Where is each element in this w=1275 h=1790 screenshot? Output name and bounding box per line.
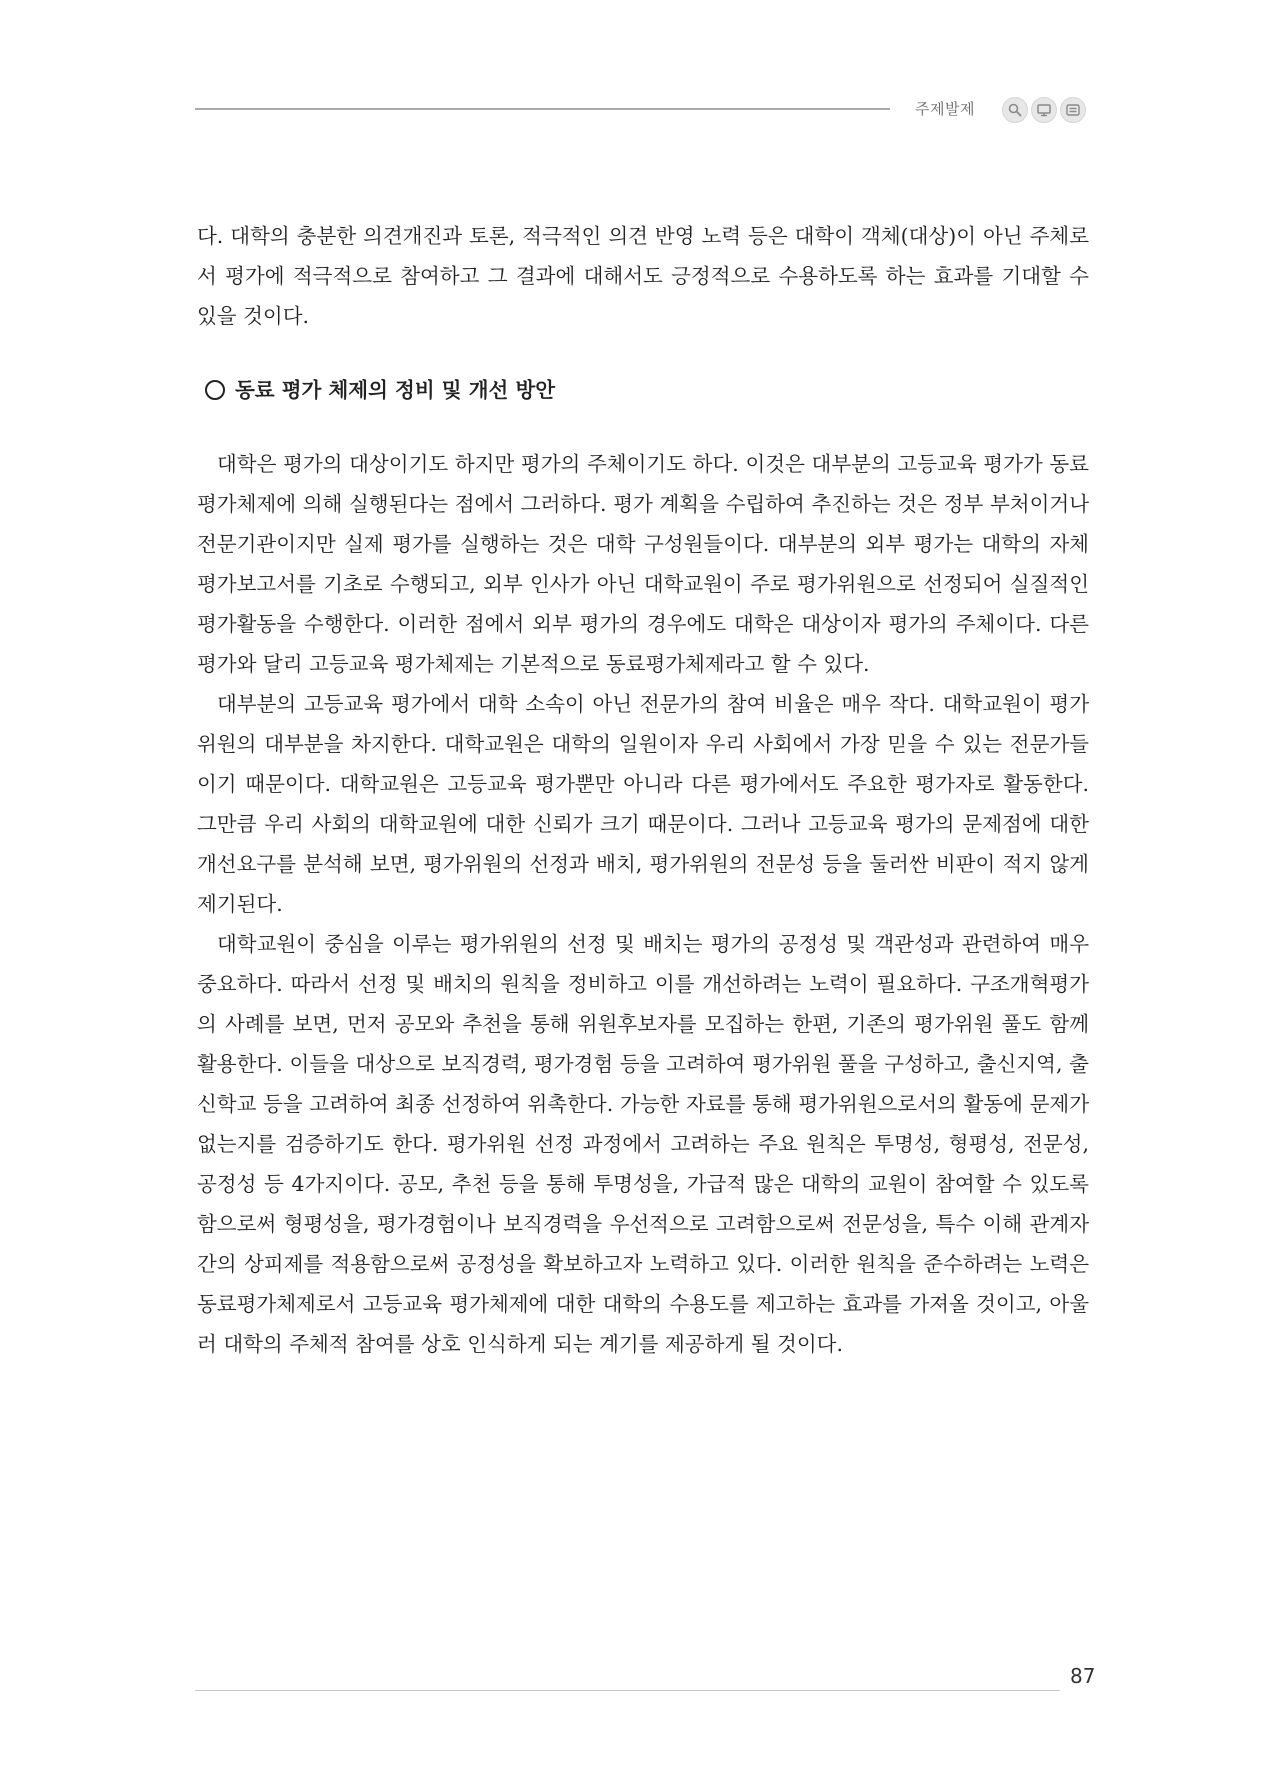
- section-heading: [205, 370, 1089, 410]
- header-icon-group: [1002, 97, 1086, 123]
- header-rule: [195, 108, 890, 110]
- monitor-icon: [1031, 97, 1057, 123]
- search-icon: [1002, 97, 1028, 123]
- list-icon: [1060, 97, 1086, 123]
- running-header-title: 주제발제: [915, 100, 975, 118]
- body-paragraph: 대학은 평가의 대상이기도 하지만 평가의 주체이기도 하다. 이것은 대부분의 고등교육 평가가 동료평가체제에 의해 실행된다는 점에서 그러하다. 평가 계획을 수립하여 추진하는 것은 정부 부처이거나 전문기관이지만 실제 평가를 실행하는 것은 대학 구성원들이다. 대부분의 외부 평가는 대학의 자체 평가보고서를 기초로 수행되고, 외부 인사가 아닌 대학교원이 주로 평가위원으로 선정되어 실질적인 평가활동을 수행한다. 이러한 점에서 외부 평가의 경우에도 대학은 대상이자 평가의 주체이다. 다른 평가와 달리 고등교육 평가체제는 기본적으로 동료평가체제라고 할 수 있다.: [197, 452, 1089, 676]
- intro-paragraph: 다. 대학의 충분한 의견개진과 토론, 적극적인 의견 반영 노력 등은 대학이 객체(대상)이 아닌 주체로서 평가에 적극적으로 참여하고 그 결과에 대해서도 긍정적으로 수용하도록 하는 효과를 기대할 수 있을 것이다.: [197, 224, 1089, 328]
- body-content: [197, 216, 1089, 1364]
- page-number: 87: [1070, 1664, 1096, 1688]
- body-paragraph: 대학교원이 중심을 이루는 평가위원의 선정 및 배치는 평가의 공정성 및 객관성과 관련하여 매우 중요하다. 따라서 선정 및 배치의 원칙을 정비하고 이를 개선하려는 노력이 필요하다. 구조개혁평가의 사례를 보면, 먼저 공모와 추천을 통해 위원후보자를 모집하는 한편, 기존의 평가위원 풀도 함께 활용한다. 이들을 대상으로 보직경력, 평가경험 등을 고려하여 평가위원 풀을 구성하고, 출신지역, 출신학교 등을 고려하여 최종 선정하여 위촉한다. 가능한 자료를 통해 평가위원으로서의 활동에 문제가 없는지를 검증하기도 한다. 평가위원 선정 과정에서 고려하는 주요 원칙은 투명성, 형평성, 전문성, 공정성 등 4가지이다. 공모, 추천 등을 통해 투명성을, 가급적 많은 대학의 교원이 참여할 수 있도록 함으로써 형평성을, 평가경험이나 보직경력을 우선적으로 고려함으로써 전문성을, 특수 이해 관계자 간의 상피제를 적용함으로써 공정성을 확보하고자 노력하고 있다. 이러한 원칙을 준수하려는 노력은 동료평가체제로서 고등교육 평가체제에 대한 대학의 수용도를 제고하는 효과를 가져올 것이고, 아울러 대학의 주체적 참여를 상호 인식하게 되는 계기를 제공하게 될 것이다.: [197, 932, 1089, 1356]
- circle-bullet-icon: [205, 380, 225, 400]
- footer-rule: [195, 1690, 1060, 1691]
- section-heading-text: 동료 평가 체제의 정비 및 개선 방안: [235, 378, 556, 402]
- body-paragraph: 대부분의 고등교육 평가에서 대학 소속이 아닌 전문가의 참여 비율은 매우 작다. 대학교원이 평가위원의 대부분을 차지한다. 대학교원은 대학의 일원이자 우리 사회에서 가장 믿을 수 있는 전문가들이기 때문이다. 대학교원은 고등교육 평가뿐만 아니라 다른 평가에서도 주요한 평가자로 활동한다. 그만큼 우리 사회의 대학교원에 대한 신뢰가 크기 때문이다. 그러나 고등교육 평가의 문제점에 대한 개선요구를 분석해 보면, 평가위원의 선정과 배치, 평가위원의 전문성 등을 둘러싼 비판이 적지 않게 제기된다.: [197, 692, 1089, 916]
